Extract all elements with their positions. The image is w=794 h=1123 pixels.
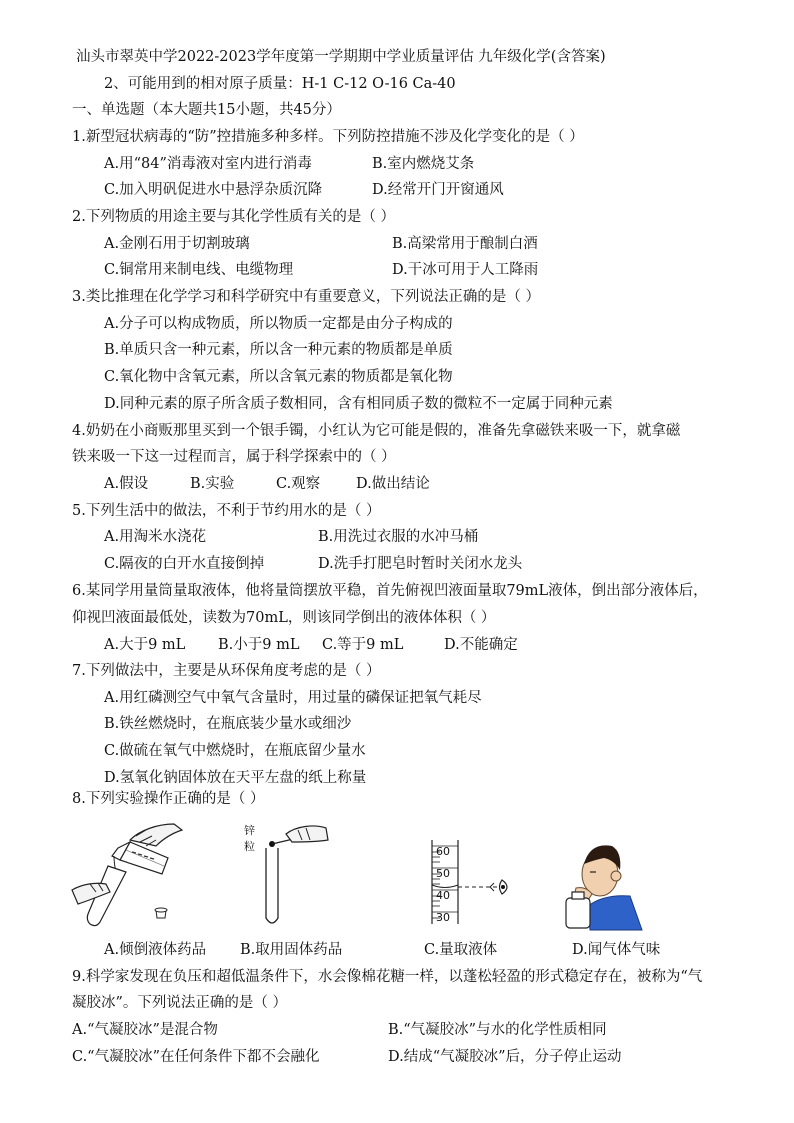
- question-8-option-c: C.量取液体: [424, 942, 498, 958]
- question-3-stem: 3.类比推理在化学学习和科学研究中有重要意义，下列说法正确的是（ ）: [72, 289, 540, 305]
- question-2-stem: 2.下列物质的用途主要与其化学性质有关的是（ ）: [72, 209, 395, 225]
- question-1-stem: 1.新型冠状病毒的“防”控措施多种多样。下列防控措施不涉及化学变化的是（ ）: [72, 129, 584, 145]
- section-title: 一、单选题（本大题共15小题，共45分）: [72, 102, 341, 118]
- question-8-stem: 8.下列实验操作正确的是（ ）: [72, 791, 265, 807]
- figure-b-adding-solid: [236, 820, 336, 930]
- question-9-option-c: C.“气凝胶冰”在任何条件下都不会融化: [72, 1049, 320, 1065]
- atomic-mass-note: 2、可能用到的相对原子质量：H-1 C-12 O-16 Ca-40: [104, 76, 456, 92]
- question-4-stem-line1: 4.奶奶在小商贩那里买到一个银手镯，小红认为它可能是假的，准备先拿磁铁来吸一下，就拿磁: [72, 423, 681, 439]
- question-1-option-d: D.经常开门开窗通风: [372, 182, 504, 198]
- question-8-option-a: A.倾倒液体药品: [104, 942, 207, 958]
- question-1-option-c: C.加入明矾促进水中悬浮杂质沉降: [104, 182, 323, 198]
- question-7-stem: 7.下列做法中，主要是从环保角度考虑的是（ ）: [72, 663, 381, 679]
- question-1-option-a: A.用“84”消毒液对室内进行消毒: [104, 156, 312, 172]
- question-2-option-d: D.干冰可用于人工降雨: [392, 262, 539, 278]
- question-5-option-b: B.用洗过衣服的水冲马桶: [318, 529, 479, 545]
- figure-a-pouring-liquid: [70, 812, 200, 932]
- question-7-option-c: C.做硫在氧气中燃烧时，在瓶底留少量水: [104, 743, 366, 759]
- question-4-stem-line2: 铁来吸一下这一过程而言，属于科学探索中的（ ）: [72, 449, 396, 465]
- tick-30: 30: [436, 911, 450, 924]
- question-3-option-c: C.氧化物中含氧元素，所以含氧元素的物质都是氧化物: [104, 369, 453, 385]
- question-9-option-b: B.“气凝胶冰”与水的化学性质相同: [388, 1022, 607, 1038]
- question-2-option-c: C.铜常用来制电线、电缆物理: [104, 262, 294, 278]
- page-title: 汕头市翠英中学2022-2023学年度第一学期期中学业质量评估 九年级化学(含答案): [76, 49, 606, 65]
- question-9-option-d: D.结成“气凝胶冰”后，分子停止运动: [388, 1049, 622, 1065]
- tick-40: 40: [436, 889, 450, 902]
- question-2-option-b: B.高梁常用于酿制白酒: [392, 236, 538, 252]
- question-7-option-d: D.氢氧化钠固体放在天平左盘的纸上称量: [104, 770, 367, 786]
- question-5-option-a: A.用淘米水浇花: [104, 529, 207, 545]
- tick-60: 60: [436, 845, 450, 858]
- question-4-option-c: C.观察: [276, 476, 321, 492]
- question-6-stem-line1: 6.某同学用量筒量取液体，他将量筒摆放平稳，首先俯视凹液面量取79mL液体，倒出部分液体后，: [72, 583, 708, 599]
- question-3-option-d: D.同种元素的原子所含质子数相同，含有相同质子数的微粒不一定属于同种元素: [104, 396, 613, 412]
- question-9-option-a: A.“气凝胶冰”是混合物: [72, 1022, 218, 1038]
- question-7-option-a: A.用红磷测空气中氧气含量时，用过量的磷保证把氧气耗尽: [104, 690, 482, 706]
- tick-50: 50: [436, 867, 450, 880]
- question-5-option-d: D.洗手打肥皂时暂时关闭水龙头: [318, 556, 523, 572]
- question-5-stem: 5.下列生活中的做法，不利于节约用水的是（ ）: [72, 503, 381, 519]
- question-7-option-b: B.铁丝燃烧时，在瓶底装少量水或细沙: [104, 716, 352, 732]
- question-6-option-d: D.不能确定: [444, 637, 518, 653]
- question-6-option-b: B.小于9 mL: [218, 637, 300, 653]
- question-5-option-c: C.隔夜的白开水直接倒掉: [104, 556, 265, 572]
- zinc-label: 锌: [244, 824, 255, 837]
- question-4-option-a: A.假设: [104, 476, 149, 492]
- granule-label: 粒: [244, 840, 255, 853]
- figure-d-smelling-gas: [560, 830, 650, 932]
- question-1-option-b: B.室内燃烧艾条: [372, 156, 475, 172]
- question-4-option-b: B.实验: [190, 476, 235, 492]
- question-8-option-d: D.闻气体气味: [572, 942, 661, 958]
- question-3-option-b: B.单质只含一种元素，所以含一种元素的物质都是单质: [104, 342, 453, 358]
- question-4-option-d: D.做出结论: [356, 476, 430, 492]
- question-6-option-c: C.等于9 mL: [322, 637, 404, 653]
- question-2-option-a: A.金刚石用于切割玻璃: [104, 236, 250, 252]
- figure-c-measuring-cylinder: [414, 840, 524, 930]
- question-8-option-b: B.取用固体药品: [240, 942, 343, 958]
- question-6-stem-line2: 仰视凹液面最低处，读数为70mL，则该同学倒出的液体体积（ ）: [72, 610, 496, 626]
- question-9-stem-line1: 9.科学家发现在负压和超低温条件下，水会像棉花糖一样，以蓬松轻盈的形式稳定存在，被称为“气: [72, 969, 703, 985]
- question-6-option-a: A.大于9 mL: [104, 637, 186, 653]
- question-9-stem-line2: 凝胶冰”。下列说法正确的是（ ）: [72, 995, 288, 1011]
- question-3-option-a: A.分子可以构成物质，所以物质一定都是由分子构成的: [104, 316, 453, 332]
